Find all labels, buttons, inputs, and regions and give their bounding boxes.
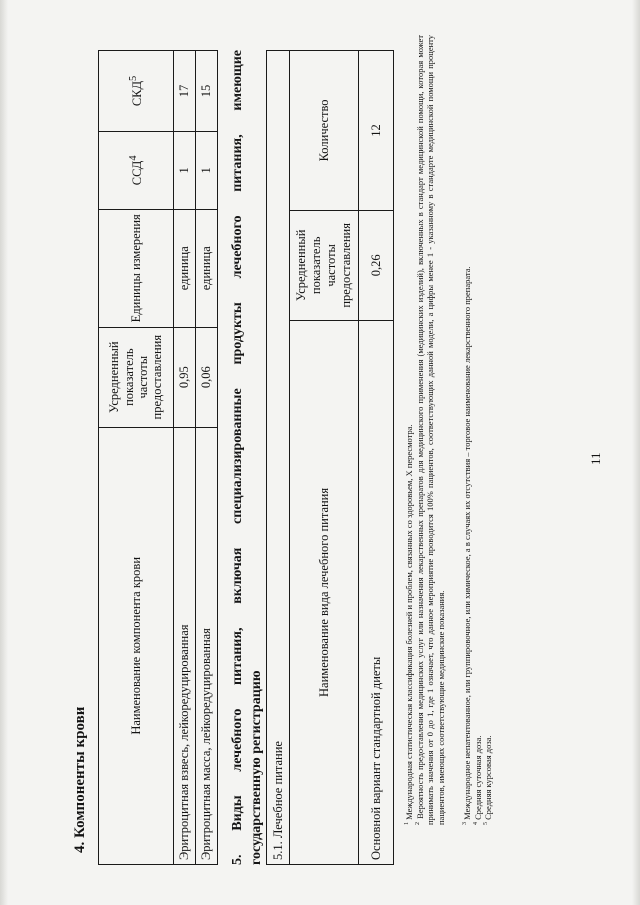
col-header: Наименование вида лечебного питания: [290, 320, 359, 864]
col-header: СКД$^5$: [99, 51, 174, 132]
section5-heading: 5. Виды лечебного питания, включая специализированные продукты лечебного питания, имеющие: [230, 50, 245, 865]
col-header: Усредненный показатель частоты предоставления: [290, 210, 359, 320]
footnote: $^3$ Международное непатентованное, или группировочное, или химическое, а в случаях их отсутствия – торговое наименование лекарственного препарата.: [461, 266, 472, 825]
table-row: [174, 51, 196, 865]
section4-heading: 4. Компоненты крови: [72, 706, 88, 853]
footnote: $^2$ Вероятность предоставления медицинских услуг или назначения лекарственных препаратов для медицинского применения (медицинских изделий), включенных в стандарт медицинской помощи, которая может принимать значения от 0 до 1, где 1 означает, что данное мероприятие проводится 100% пациентов, соответствующих данной модели, а цифры менее 1 - указанному в стандарте медицинской помощи проценту пациентов, имеющих соответствующие медицинские показания.: [414, 34, 446, 825]
table-cell: 0,95: [174, 327, 196, 427]
footnote: $^1$ Международная статистическая классификация болезней и проблем, связанных со здоровьем, X пересмотра.: [403, 424, 414, 825]
section5-heading-cont: государственную регистрацию: [249, 670, 264, 865]
page-number: 11: [588, 452, 603, 465]
table-cell: Эритроцитная взвесь, лейкоредуцированная: [174, 427, 196, 864]
table-cell: 1: [174, 131, 196, 209]
blood-components-table: [98, 50, 218, 865]
table-header-row: [99, 51, 174, 865]
col-header: Единицы измерения: [99, 209, 174, 327]
col-header: Усредненный показатель частоты предоставления: [99, 327, 174, 427]
table-cell: 17: [174, 51, 196, 132]
col-header: Наименование компонента крови: [99, 427, 174, 864]
table-cell: Основной вариант стандартной диеты: [359, 320, 394, 864]
table-row: [196, 51, 218, 865]
table-row: [359, 51, 394, 865]
table-cell: 0,26: [359, 210, 394, 320]
table-cell: единица: [196, 209, 218, 327]
col-header: ССД$^4$: [99, 131, 174, 209]
footnote: $^5$ Средняя курсовая доза.: [482, 735, 493, 825]
table-header-row: [290, 51, 359, 865]
table-cell: 0,06: [196, 327, 218, 427]
subheading-cell: 5.1. Лечебное питание: [267, 51, 290, 865]
table-cell: единица: [174, 209, 196, 327]
nutrition-table: [266, 50, 394, 865]
table-cell: 12: [359, 51, 394, 211]
table-cell: 1: [196, 131, 218, 209]
footnote: $^4$ Средняя суточная доза.: [472, 735, 483, 825]
table-cell: 15: [196, 51, 218, 132]
table-subheading-row: [267, 51, 290, 865]
table-cell: Эритроцитная масса, лейкоредуцированная: [196, 427, 218, 864]
col-header: Количество: [290, 51, 359, 211]
